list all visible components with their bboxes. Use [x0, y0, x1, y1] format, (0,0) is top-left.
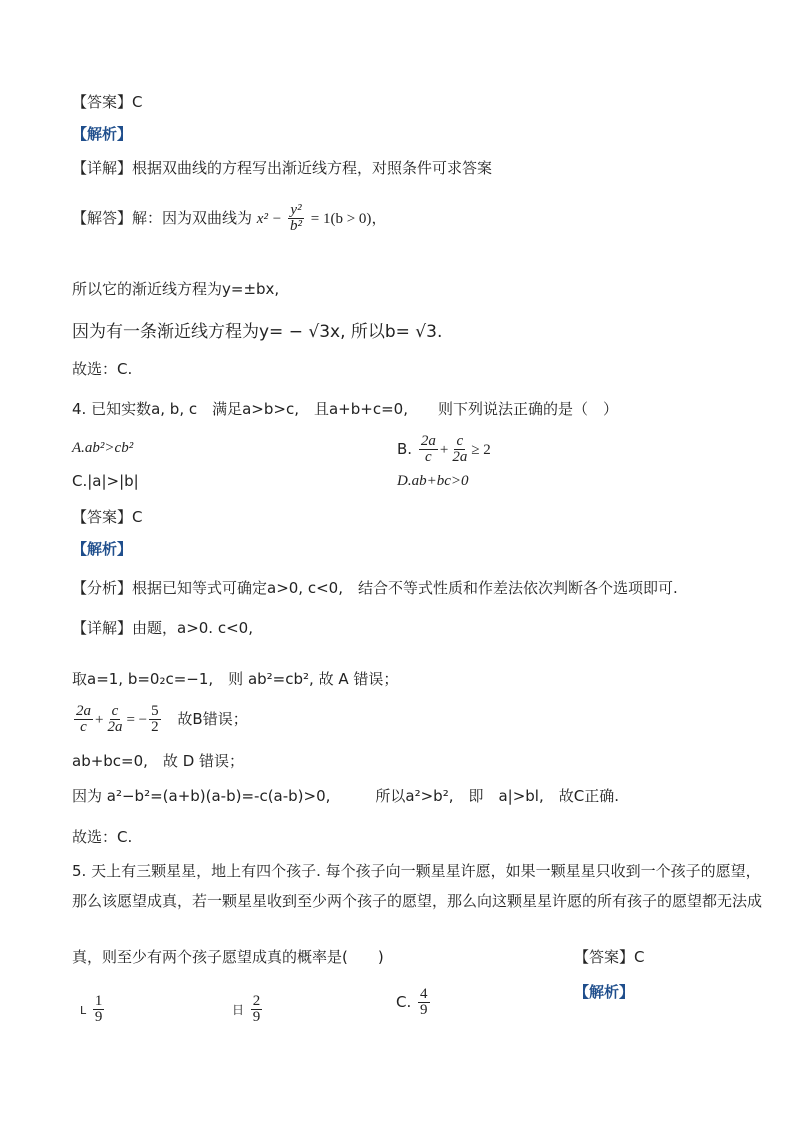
- q4-calc-frac1-num: 2a: [76, 703, 91, 719]
- q4-calc-frac2-den: 2a: [107, 719, 123, 735]
- q4-take-values: 取a=1, b=0₂c=−1, 则 ab²=cb², 故 A 错误；: [72, 670, 399, 688]
- q4-option-c: C.|a|>|b|: [72, 472, 139, 490]
- q4-option-b-frac2-num: c: [456, 433, 464, 449]
- q4-calc-frac3-num: 5: [151, 703, 159, 719]
- q4-b-calc: [72, 700, 248, 739]
- q4-calc-frac2: [105, 704, 124, 735]
- q4-option-b-frac1-den: c: [425, 449, 432, 465]
- eq-fraction-num: y²: [290, 202, 302, 218]
- q5-stem-1: 5. 天上有三颗星星，地上有四个孩子. 每个孩子向一颗星星许愿，如果一颗星星只收到一个孩子的愿望，: [72, 862, 761, 880]
- q5-option-c-den: 9: [420, 1002, 428, 1018]
- q5-option-a: [80, 990, 106, 1030]
- eq-fraction: [288, 203, 304, 234]
- q4-option-b-ge: ≥ 2: [471, 442, 491, 458]
- eq-fraction-den: b²: [289, 218, 302, 234]
- analysis-heading: 【解析】: [72, 125, 133, 143]
- q5-option-b-den: 9: [252, 1009, 261, 1025]
- q4-option-b-label: B.: [397, 440, 413, 458]
- q4-calc-frac2-num: c: [111, 703, 119, 719]
- q4-option-a: A.ab²>cb²: [72, 440, 134, 456]
- q4-option-b-frac1: [419, 434, 438, 465]
- q4-d-wrong: ab+bc=0, 故 D 错误；: [72, 752, 245, 770]
- q5-option-a-label: L: [80, 1004, 87, 1017]
- q4-c-right: 因为 a²−b²=(a+b)(a-b)=-c(a-b)>0, 所以a²>b², 即 a|>bl, 故C正确.: [72, 787, 619, 805]
- q5-option-b-num: 2: [252, 993, 261, 1009]
- q5-stem-2: 那么该愿望成真，若一颗星星收到至少两个孩子的愿望，那么向这颗星星许愿的所有孩子的愿望都无法成: [72, 892, 763, 910]
- q5-option-c-num: 4: [420, 986, 428, 1002]
- q5-option-b-label: 日: [232, 1003, 245, 1017]
- q4-calc-eq: = −: [126, 712, 148, 728]
- eq-minus: −: [272, 211, 282, 227]
- asymptote-line: 所以它的渐近线方程为y=±bx,: [72, 280, 280, 298]
- q5-analysis-heading: 【解析】: [574, 983, 635, 1001]
- q4-answer: 【答案】C: [72, 508, 143, 526]
- q4-fenxi: 【分析】根据已知等式可确定a>0, c<0, 结合不等式性质和作差法依次判断各个选项即可.: [72, 579, 678, 597]
- q5-answer: 【答案】C: [574, 948, 645, 966]
- q5-option-c: [396, 983, 432, 1021]
- choice-line: 故选：C.: [72, 360, 133, 378]
- solution-prefix: 【解答】解：因为双曲线为: [72, 209, 253, 227]
- eq-x2: x²: [256, 211, 268, 227]
- q5-option-b-frac: [251, 994, 263, 1025]
- q4-calc-plus: +: [95, 712, 104, 728]
- solution-suffix: ，: [371, 209, 387, 227]
- q5-option-b: [232, 990, 264, 1029]
- q4-stem: 4. 已知实数a, b, c 满足a>b>c, 且a+b+c=0, 则下列说法正确的是（ ）: [72, 400, 618, 418]
- q5-option-c-label: C.: [396, 993, 412, 1011]
- q4-option-b: [397, 430, 491, 469]
- q4-calc-frac1-den: c: [80, 719, 87, 735]
- q5-option-a-frac: [93, 994, 105, 1025]
- q5-option-a-num: 1: [94, 993, 103, 1009]
- q4-option-b-plus: +: [439, 442, 449, 458]
- answer-label: 【答案】C: [72, 93, 143, 111]
- q4-option-d: D.ab+bc>0: [397, 473, 469, 489]
- q4-calc-frac1: [74, 704, 93, 735]
- q5-option-a-den: 9: [94, 1009, 103, 1025]
- detail-line: 【详解】根据双曲线的方程写出渐近线方程，对照条件可求答案: [72, 159, 493, 177]
- solution-line: [72, 203, 386, 234]
- q4-calc-frac3-den: 2: [151, 719, 159, 735]
- q4-detail: 【详解】由题，a>0. c<0,: [72, 619, 253, 637]
- eq-rhs: = 1(b > 0): [310, 211, 372, 227]
- q4-b-wrong: 故B错误；: [177, 710, 248, 728]
- q4-choice: 故选：C.: [72, 828, 133, 846]
- q4-option-b-frac2: [450, 434, 469, 465]
- given-asymptote-line: 因为有一条渐近线方程为y= − √3x, 所以b= √3.: [72, 322, 443, 342]
- q5-option-c-frac: [418, 987, 430, 1018]
- q4-calc-frac3: [149, 704, 161, 735]
- answer-line: [72, 92, 142, 112]
- q4-option-b-frac1-num: 2a: [420, 433, 436, 449]
- q5-stem-3: 真，则至少有两个孩子愿望成真的概率是( ): [72, 948, 384, 966]
- q4-analysis-heading: 【解析】: [72, 540, 133, 558]
- q4-option-b-frac2-den: 2a: [452, 449, 468, 465]
